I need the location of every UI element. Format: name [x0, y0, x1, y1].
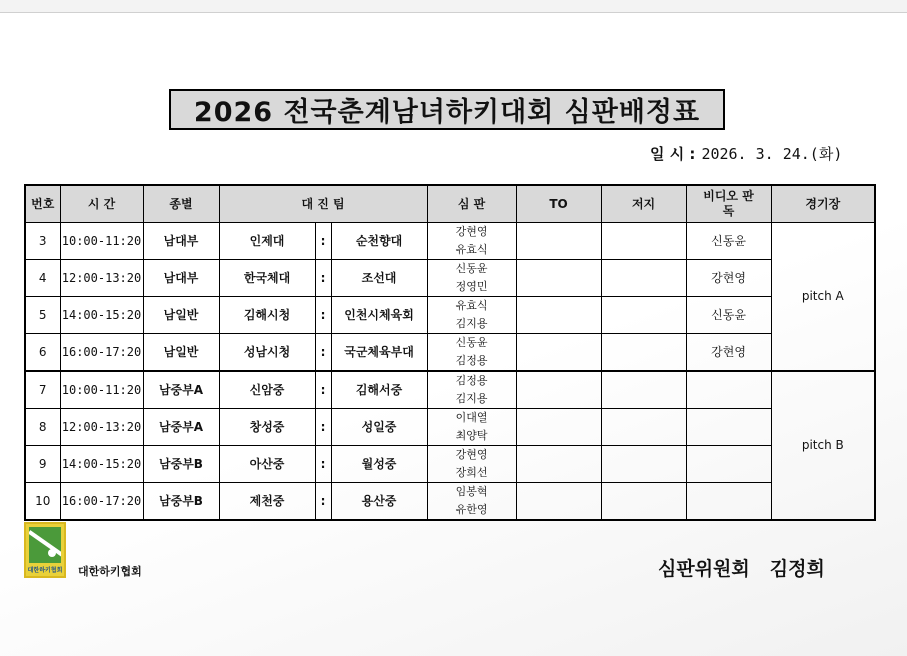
cell-separator: :	[315, 222, 331, 259]
cell-time: 14:00-15:20	[60, 296, 143, 333]
cell-time: 10:00-11:20	[60, 371, 143, 409]
cell-time: 16:00-17:20	[60, 482, 143, 520]
cell-category: 남중부B	[143, 445, 219, 482]
cell-no: 5	[25, 296, 60, 333]
date-line	[650, 143, 842, 164]
cell-video: 강현영	[686, 333, 771, 371]
cell-judge	[601, 222, 686, 259]
hockey-stick-icon	[29, 527, 61, 563]
cell-to	[516, 296, 601, 333]
date-label: 일 시 :	[650, 145, 696, 163]
hockey-association-logo	[24, 522, 66, 578]
referee-1: 유효식	[455, 298, 488, 312]
header-teams: 대 진 팀	[219, 185, 427, 222]
header-time: 시 간	[60, 185, 143, 222]
cell-time: 14:00-15:20	[60, 445, 143, 482]
cell-to	[516, 371, 601, 409]
table-row	[25, 445, 875, 482]
cell-no: 7	[25, 371, 60, 409]
cell-venue-group1: pitch A	[771, 222, 875, 371]
cell-video	[686, 445, 771, 482]
cell-team-a: 신암중	[219, 371, 315, 409]
cell-referees	[427, 482, 516, 520]
cell-team-b: 월성중	[331, 445, 427, 482]
referee-1: 강현영	[455, 447, 488, 461]
referee-schedule-table	[24, 184, 876, 521]
cell-team-b: 순천향대	[331, 222, 427, 259]
cell-category: 남대부	[143, 222, 219, 259]
cell-category: 남중부A	[143, 371, 219, 409]
cell-judge	[601, 482, 686, 520]
referee-2: 최양탁	[455, 428, 488, 442]
table-row	[25, 333, 875, 371]
cell-separator: :	[315, 371, 331, 409]
cell-video: 신동윤	[686, 296, 771, 333]
cell-team-b: 김해서중	[331, 371, 427, 409]
viewer-top-bar	[0, 0, 907, 13]
header-video: 비디오 판독	[686, 185, 771, 222]
cell-referees	[427, 222, 516, 259]
signature	[658, 554, 825, 581]
cell-team-b: 인천시체육회	[331, 296, 427, 333]
cell-video	[686, 408, 771, 445]
header-referee: 심 판	[427, 185, 516, 222]
cell-judge	[601, 296, 686, 333]
cell-no: 6	[25, 333, 60, 371]
cell-judge	[601, 371, 686, 409]
referee-2: 김정용	[455, 353, 488, 367]
referee-2: 김지용	[455, 391, 488, 405]
association-name: 대한하키협회	[78, 565, 142, 578]
header-row	[25, 185, 875, 222]
cell-separator: :	[315, 333, 331, 371]
table-row	[25, 259, 875, 296]
referee-1: 신동윤	[455, 261, 488, 275]
referee-1: 신동윤	[455, 335, 488, 349]
cell-to	[516, 333, 601, 371]
cell-team-a: 창성중	[219, 408, 315, 445]
referee-2: 장희선	[455, 465, 488, 479]
signature-role: 심판위원회	[658, 558, 750, 580]
header-category: 종별	[143, 185, 219, 222]
table-row	[25, 296, 875, 333]
cell-separator: :	[315, 408, 331, 445]
cell-team-a: 성남시청	[219, 333, 315, 371]
referee-1: 강현영	[455, 224, 488, 238]
cell-venue-group2: pitch B	[771, 371, 875, 520]
cell-time: 12:00-13:20	[60, 408, 143, 445]
cell-judge	[601, 408, 686, 445]
header-to: TO	[516, 185, 601, 222]
cell-no: 4	[25, 259, 60, 296]
cell-referees	[427, 408, 516, 445]
cell-time: 12:00-13:20	[60, 259, 143, 296]
cell-separator: :	[315, 296, 331, 333]
cell-to	[516, 482, 601, 520]
cell-to	[516, 259, 601, 296]
cell-referees	[427, 445, 516, 482]
cell-referees	[427, 296, 516, 333]
cell-referees	[427, 333, 516, 371]
cell-to	[516, 222, 601, 259]
referee-2: 정영민	[455, 279, 488, 293]
date-value: 2026. 3. 24.(화)	[701, 145, 843, 163]
header-venue: 경기장	[771, 185, 875, 222]
cell-separator: :	[315, 445, 331, 482]
referee-1: 임봉혁	[455, 484, 488, 498]
cell-time: 16:00-17:20	[60, 333, 143, 371]
cell-team-a: 제천중	[219, 482, 315, 520]
cell-referees	[427, 371, 516, 409]
cell-referees	[427, 259, 516, 296]
table-row	[25, 222, 875, 259]
cell-judge	[601, 259, 686, 296]
cell-team-a: 인제대	[219, 222, 315, 259]
cell-judge	[601, 445, 686, 482]
document-title: 2026 전국춘계남녀하키대회 심판배정표	[169, 89, 725, 130]
logo-caption: 대한하키협회	[27, 567, 63, 574]
cell-team-b: 국군체육부대	[331, 333, 427, 371]
cell-team-a: 한국체대	[219, 259, 315, 296]
signature-name: 김정희	[769, 558, 825, 580]
cell-team-b: 용산중	[331, 482, 427, 520]
referee-2: 유효식	[455, 242, 488, 256]
cell-team-a: 아산중	[219, 445, 315, 482]
cell-team-a: 김해시청	[219, 296, 315, 333]
table-row	[25, 408, 875, 445]
cell-team-b: 조선대	[331, 259, 427, 296]
cell-video	[686, 482, 771, 520]
table-row	[25, 482, 875, 520]
cell-video: 신동윤	[686, 222, 771, 259]
cell-category: 남일반	[143, 296, 219, 333]
referee-2: 김지용	[455, 316, 488, 330]
cell-no: 8	[25, 408, 60, 445]
cell-category: 남일반	[143, 333, 219, 371]
referee-1: 김정용	[455, 373, 488, 387]
cell-separator: :	[315, 259, 331, 296]
table-row	[25, 371, 875, 409]
cell-separator: :	[315, 482, 331, 520]
cell-no: 9	[25, 445, 60, 482]
cell-category: 남중부A	[143, 408, 219, 445]
cell-category: 남대부	[143, 259, 219, 296]
cell-video	[686, 371, 771, 409]
cell-time: 10:00-11:20	[60, 222, 143, 259]
cell-no: 10	[25, 482, 60, 520]
header-judge: 저지	[601, 185, 686, 222]
cell-video: 강현영	[686, 259, 771, 296]
cell-category: 남중부B	[143, 482, 219, 520]
referee-2: 유한영	[455, 502, 488, 516]
header-no: 번호	[25, 185, 60, 222]
cell-judge	[601, 333, 686, 371]
cell-no: 3	[25, 222, 60, 259]
referee-1: 이대열	[455, 410, 488, 424]
cell-to	[516, 445, 601, 482]
cell-to	[516, 408, 601, 445]
cell-team-b: 성일중	[331, 408, 427, 445]
